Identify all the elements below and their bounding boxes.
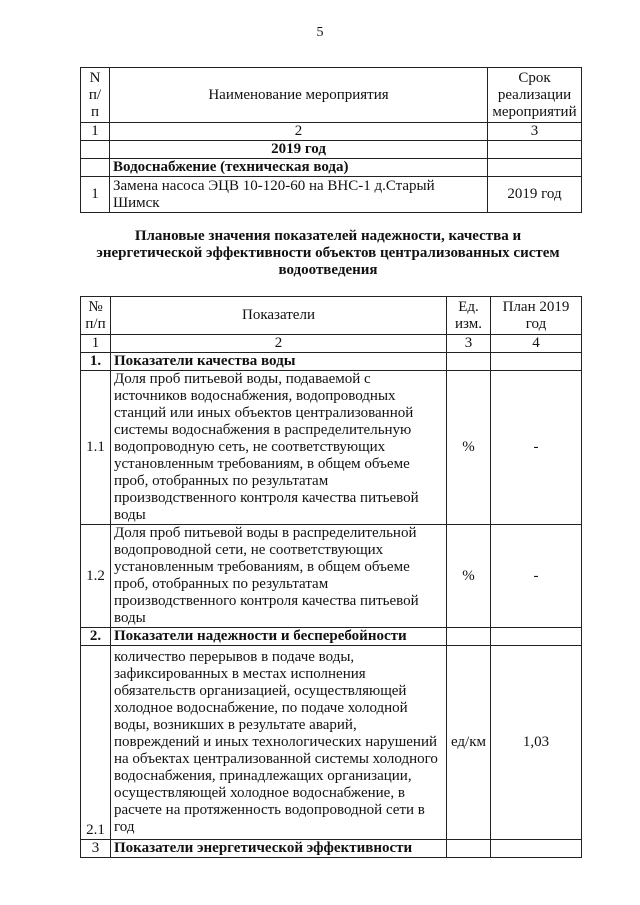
section-num: 2. <box>81 628 111 646</box>
section-title: Показатели энергетической эффективности <box>111 840 447 858</box>
row-plan: - <box>491 371 582 525</box>
measures-table <box>80 67 582 213</box>
row-unit: ед/км <box>447 646 491 840</box>
row-text: количество перерывов в подаче воды, зафиксированных в местах исполнения обязательств организацией, осуществляющей холодное водоснабжение, по подаче холодной воды, возникших в результате аварий, повреждений и иных технологических нарушений на объектах централизованной системы холодного водоснабжения, принадлежащих организации, осуществляющей холодное водоснабжение, в расчете на протяженность водопроводной сети в год <box>111 646 447 840</box>
section-num: 3 <box>81 840 111 858</box>
section-num: 1. <box>81 353 111 371</box>
header-name: Наименование мероприятия <box>110 68 488 123</box>
section-title: Водоснабжение (техническая вода) <box>110 159 488 177</box>
header-indicator: Показатели <box>111 297 447 335</box>
col-number: 2 <box>111 335 447 353</box>
row-num: 2.1 <box>81 646 111 840</box>
row-plan: - <box>491 525 582 628</box>
col-number: 3 <box>488 123 582 141</box>
section-heading: Плановые значения показателей надежности, качества и энергетической эффективности объектов централизованных систем водоотведения <box>96 228 560 278</box>
row-text: Доля проб питьевой воды в распределительной водопроводной сети, не соответствующих установленным требованиям, в общем объеме проб, отобранных по результатам производственного контроля качества питьевой воды <box>111 525 447 628</box>
year-row: 2019 год <box>110 141 488 159</box>
header-term: Срок реализации мероприятий <box>488 68 582 123</box>
row-term: 2019 год <box>488 177 582 213</box>
row-num: 1.2 <box>81 525 111 628</box>
col-number: 3 <box>447 335 491 353</box>
row-text: Доля проб питьевой воды, подаваемой с источников водоснабжения, водопроводных станций или иных объектов централизованной системы водоснабжения в распределительную водопроводную сеть, не соответствующих установленным требованиям, в общем объеме проб, отобранных по результатам производственного контроля качества питьевой воды <box>111 371 447 525</box>
col-number: 1 <box>81 335 111 353</box>
header-plan: План 2019 год <box>491 297 582 335</box>
header-unit: Ед. изм. <box>447 297 491 335</box>
header-num: N п/ п <box>81 68 110 123</box>
row-plan: 1,03 <box>491 646 582 840</box>
row-num: 1 <box>81 177 110 213</box>
section-title: Показатели качества воды <box>111 353 447 371</box>
row-num: 1.1 <box>81 371 111 525</box>
indicators-table <box>80 296 582 858</box>
row-unit: % <box>447 525 491 628</box>
row-name: Замена насоса ЭЦВ 10-120-60 на ВНС-1 д.Старый Шимск <box>110 177 488 213</box>
col-number: 1 <box>81 123 110 141</box>
section-title: Показатели надежности и бесперебойности <box>111 628 447 646</box>
col-number: 4 <box>491 335 582 353</box>
col-number: 2 <box>110 123 488 141</box>
header-num: № п/п <box>81 297 111 335</box>
row-unit: % <box>447 371 491 525</box>
page-number: 5 <box>316 25 324 40</box>
